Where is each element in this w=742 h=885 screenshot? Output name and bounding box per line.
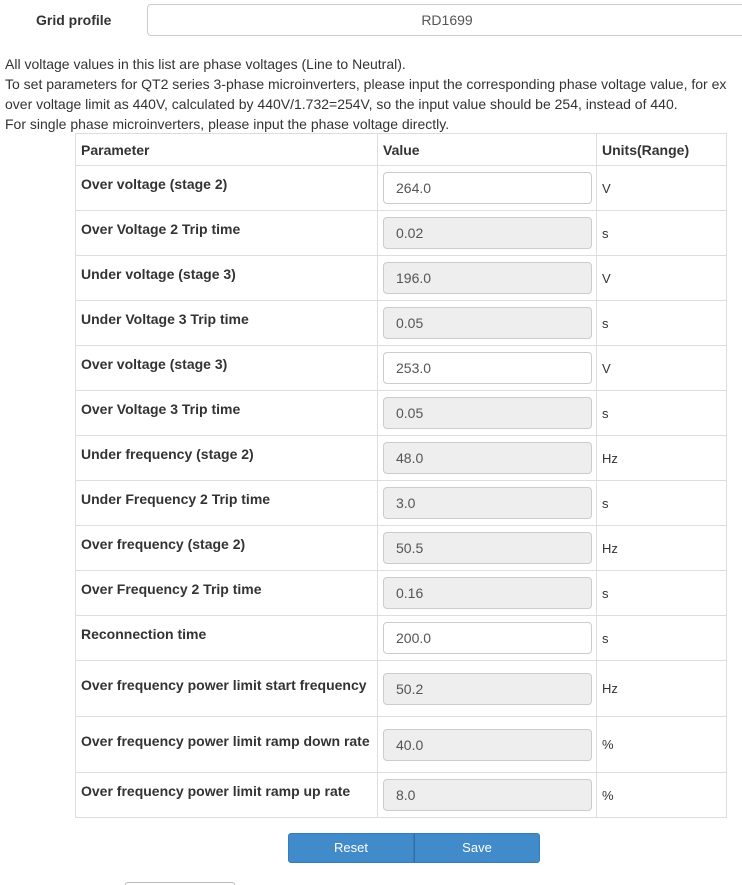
table-row (76, 773, 727, 818)
param-value-readonly: 0.02 (383, 217, 592, 249)
param-unit: Hz (597, 436, 727, 481)
reset-button[interactable]: Reset (288, 833, 414, 863)
grid-profile-row (0, 0, 742, 42)
table-row (76, 661, 727, 717)
param-name: Over frequency power limit start frequency (81, 676, 367, 693)
table-row (76, 571, 727, 616)
param-name: Under Frequency 2 Trip time (81, 491, 271, 507)
table-row (76, 346, 727, 391)
param-unit: % (597, 773, 727, 818)
param-value-readonly: 3.0 (383, 487, 592, 519)
header-parameter: Parameter (76, 134, 378, 166)
note-line: To set parameters for QT2 series 3-phase microinverters, please input the corresponding phase voltage value, for ex (5, 76, 727, 92)
param-value-readonly: 0.16 (383, 577, 592, 609)
param-value-input[interactable]: 253.0 (383, 352, 592, 384)
param-value-readonly: 40.0 (383, 729, 592, 761)
param-unit: s (597, 571, 727, 616)
param-value-readonly: 50.2 (383, 673, 592, 705)
param-value-readonly: 8.0 (383, 779, 592, 811)
param-name: Over frequency power limit ramp up rate (81, 783, 351, 799)
parameters-table (75, 133, 727, 818)
table-row (76, 301, 727, 346)
grid-profile-select[interactable]: RD1699 (147, 4, 742, 36)
param-unit: V (597, 166, 727, 211)
param-unit: Hz (597, 526, 727, 571)
table-row (76, 526, 727, 571)
header-value: Value (378, 134, 597, 166)
table-row (76, 616, 727, 661)
table-row (76, 256, 727, 301)
table-row (76, 211, 727, 256)
param-name: Under frequency (stage 2) (81, 446, 254, 462)
table-row (76, 481, 727, 526)
action-button-group (288, 833, 540, 863)
note-line: All voltage values in this list are phase voltages (Line to Neutral). (5, 56, 406, 72)
param-name: Over Voltage 3 Trip time (81, 401, 241, 417)
grid-profile-label: Grid profile (36, 12, 112, 28)
param-unit: V (597, 346, 727, 391)
param-unit: s (597, 391, 727, 436)
param-unit: % (597, 717, 727, 773)
param-name: Over Frequency 2 Trip time (81, 581, 262, 597)
param-value-readonly: 0.05 (383, 397, 592, 429)
voltage-notes (5, 54, 742, 134)
table-header-row (76, 134, 727, 166)
table-row (76, 717, 727, 773)
param-name: Under Voltage 3 Trip time (81, 311, 249, 327)
param-unit: s (597, 616, 727, 661)
param-name: Over frequency power limit ramp down rate (81, 732, 370, 749)
param-unit: s (597, 211, 727, 256)
param-name: Reconnection time (81, 626, 207, 642)
table-row (76, 391, 727, 436)
header-units: Units(Range) (597, 134, 727, 166)
param-name: Over frequency (stage 2) (81, 536, 246, 552)
param-value-input[interactable]: 200.0 (383, 622, 592, 654)
param-name: Over voltage (stage 3) (81, 356, 228, 372)
param-unit: s (597, 301, 727, 346)
param-unit: V (597, 256, 727, 301)
table-row (76, 166, 727, 211)
param-value-readonly: 50.5 (383, 532, 592, 564)
param-value-readonly: 196.0 (383, 262, 592, 294)
param-name: Over Voltage 2 Trip time (81, 221, 241, 237)
table-row (76, 436, 727, 481)
param-name: Under voltage (stage 3) (81, 266, 236, 282)
param-unit: Hz (597, 661, 727, 717)
param-value-readonly: 48.0 (383, 442, 592, 474)
param-name: Over voltage (stage 2) (81, 176, 228, 192)
note-line: over voltage limit as 440V, calculated by 440V/1.732=254V, so the input value should be 254, instead of 440. (5, 96, 678, 112)
param-value-input[interactable]: 264.0 (383, 172, 592, 204)
note-line: For single phase microinverters, please input the phase voltage directly. (5, 116, 450, 132)
param-value-readonly: 0.05 (383, 307, 592, 339)
param-unit: s (597, 481, 727, 526)
save-button[interactable]: Save (414, 833, 540, 863)
